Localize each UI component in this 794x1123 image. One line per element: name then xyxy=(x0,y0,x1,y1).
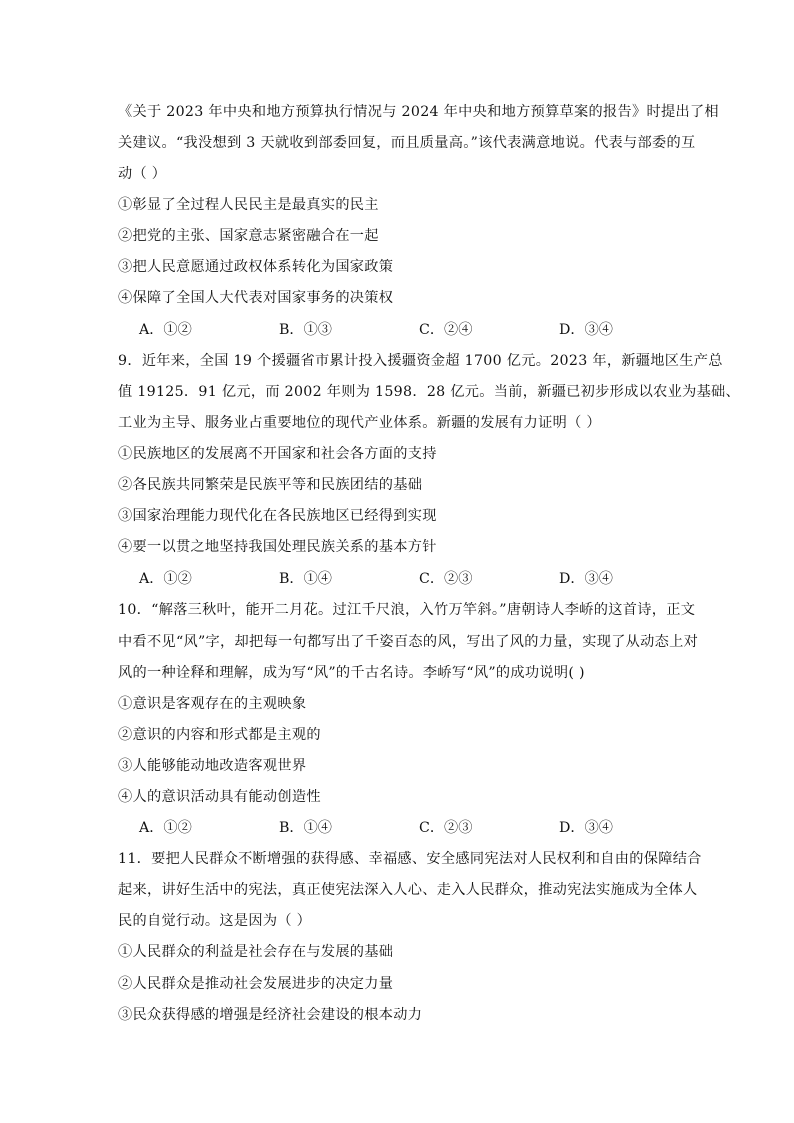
q9-option-c[interactable]: C．②③ xyxy=(419,571,473,587)
q10-statement-1: ①意识是客观存在的主观映象 xyxy=(118,696,307,712)
q10-options xyxy=(139,818,613,838)
q9-stem-line-3: 工业为主导、服务业占重要地位的现代产业体系。新疆的发展有力证明（ ） xyxy=(118,415,601,431)
q9-statement-1: ①民族地区的发展离不开国家和社会各方面的支持 xyxy=(118,446,437,462)
q11-stem-line-1: 11．要把人民群众不断增强的获得感、幸福感、安全感同宪法对人民权利和自由的保障结合 xyxy=(118,851,702,867)
q8-stem-line-3: 动（ ） xyxy=(118,166,167,182)
q8-options xyxy=(139,320,613,340)
q9-statement-4: ④要一以贯之地坚持我国处理民族关系的基本方针 xyxy=(118,539,437,555)
q11-stem-line-2: 起来，讲好生活中的宪法，真正使宪法深入人心、走入人民群众，推动宪法实施成为全体人 xyxy=(118,882,698,898)
q8-statement-1: ①彰显了全过程人民民主是最真实的民主 xyxy=(118,197,379,213)
q10-stem-line-3: 风的一种诠释和理解，成为写“风”的千古名诗。李峤写“风”的成功说明( ) xyxy=(118,665,585,681)
q11-statement-3: ③民众获得感的增强是经济社会建设的根本动力 xyxy=(118,1007,423,1023)
q8-stem-line-2: 关建议。“我没想到 3 天就收到部委回复，而且质量高。”该代表满意地说。代表与部委的互 xyxy=(118,135,696,151)
q10-stem-line-2: 中看不见“风”字，却把每一句都写出了千姿百态的风，写出了风的力量，实现了从动态上对 xyxy=(118,634,699,650)
q8-statement-3: ③把人民意愿通过政权体系转化为国家政策 xyxy=(118,259,394,275)
q10-statement-3: ③人能够能动地改造客观世界 xyxy=(118,758,307,774)
q9-option-d[interactable]: D．③④ xyxy=(559,571,613,587)
q8-stem-line-1: 《关于 2023 年中央和地方预算执行情况与 2024 年中央和地方预算草案的报告》时提出了相 xyxy=(118,104,719,120)
q10-statement-4: ④人的意识活动具有能动创造性 xyxy=(118,789,321,805)
q9-statement-3: ③国家治理能力现代化在各民族地区已经得到实现 xyxy=(118,508,437,524)
q11-statement-1: ①人民群众的利益是社会存在与发展的基础 xyxy=(118,944,394,960)
q8-option-d[interactable]: D．③④ xyxy=(559,322,613,338)
q10-option-b[interactable]: B．①④ xyxy=(279,820,332,836)
q11-statement-2: ②人民群众是推动社会发展进步的决定力量 xyxy=(118,976,394,992)
q9-stem-line-1: 9．近年来，全国 19 个援疆省市累计投入援疆资金超 1700 亿元。2023 年，新疆地区生产总 xyxy=(118,353,723,369)
q10-option-d[interactable]: D．③④ xyxy=(559,820,613,836)
q10-option-a[interactable]: A．①② xyxy=(139,820,192,836)
q9-option-b[interactable]: B．①④ xyxy=(279,571,332,587)
q9-options xyxy=(139,569,613,589)
q8-statement-2: ②把党的主张、国家意志紧密融合在一起 xyxy=(118,228,379,244)
q11-stem-line-3: 民的自觉行动。这是因为（ ） xyxy=(118,913,312,929)
q10-statement-2: ②意识的内容和形式都是主观的 xyxy=(118,727,321,743)
q10-stem-line-1: 10．“解落三秋叶，能开二月花。过江千尺浪，入竹万竿斜。”唐朝诗人李峤的这首诗，正文 xyxy=(118,602,696,618)
q8-statement-4: ④保障了全国人大代表对国家事务的决策权 xyxy=(118,290,394,306)
q8-option-b[interactable]: B．①③ xyxy=(279,322,332,338)
q10-option-c[interactable]: C．②③ xyxy=(419,820,473,836)
q9-statement-2: ②各民族共同繁荣是民族平等和民族团结的基础 xyxy=(118,477,423,493)
q9-option-a[interactable]: A．①② xyxy=(139,571,192,587)
q8-option-c[interactable]: C．②④ xyxy=(419,322,473,338)
q8-option-a[interactable]: A．①② xyxy=(139,322,192,338)
q9-stem-line-2: 值 19125．91 亿元，而 2002 年则为 1598．28 亿元。当前，新疆已初步形成以农业为基础、 xyxy=(118,384,741,400)
